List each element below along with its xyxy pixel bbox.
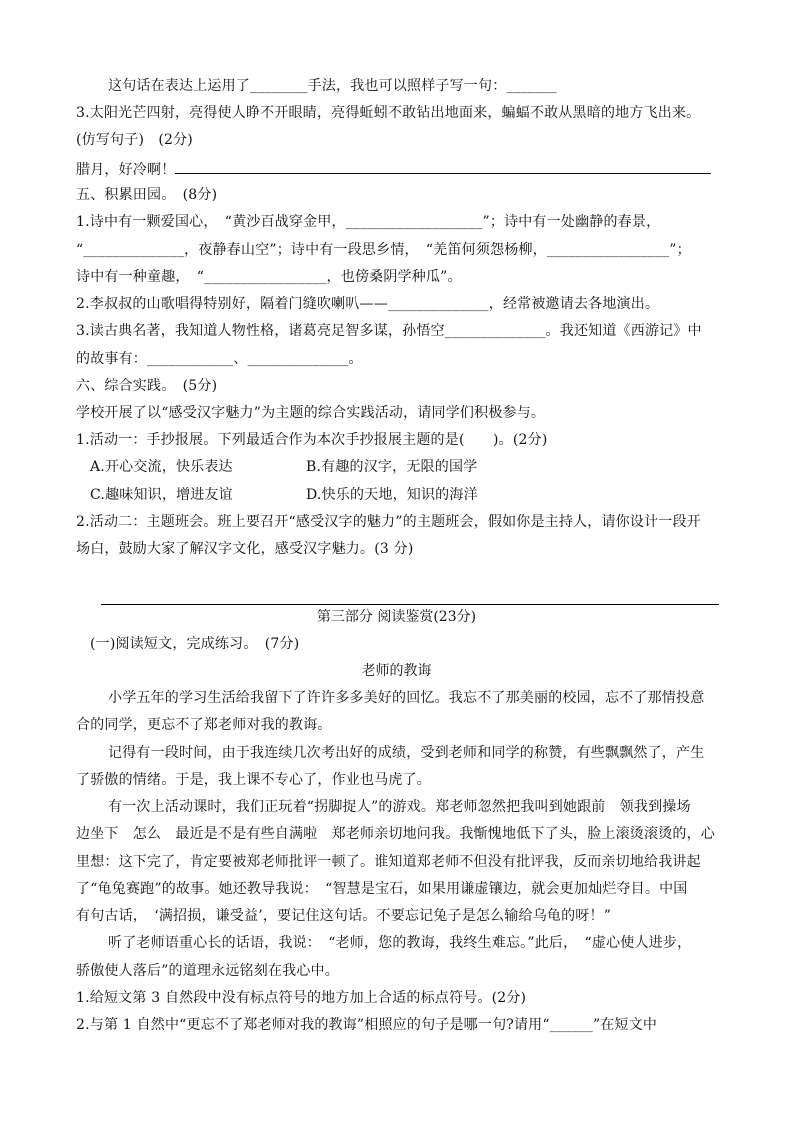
reading-question-2: 2.与第 1 自然中“更忘不了郑老师对我的教诲”相照应的句子是哪一句?请用“______”在短文中 xyxy=(76,1017,658,1033)
option-b[interactable]: B.有趣的汉字，无限的国学 xyxy=(306,459,478,475)
text-line: 学校开展了以“感受汉字魅力”为主题的综合实践活动，请同学们积极参与。 xyxy=(76,405,546,421)
option-a[interactable]: A.开心交流，快乐表达 xyxy=(90,459,233,475)
text-line: 这句话在表达上运用了________手法，我也可以照样子写一句：_______ xyxy=(108,78,557,94)
passage-line: 了骄傲的情绪。于是，我上课不专心了，作业也马虎了。 xyxy=(76,772,431,788)
passage-line: 合的同学，更忘不了郑老师对我的教诲。 xyxy=(76,717,332,733)
passage-line: 了“龟兔赛跑”的故事。她还教导我说： “智慧是宝石，如果用谦虚镶边，就会更加灿烂夺目。中国 xyxy=(76,881,688,897)
text-line: “______________，夜静春山空”；诗中有一段思乡情， “羌笛何须怨杨柳，_________________”； xyxy=(76,242,691,258)
passage-line: 有一次上活动课时，我们正玩着“拐脚捉人”的游戏。郑老师忽然把我叫到她跟前 领我到操场 xyxy=(108,799,691,815)
prompt-text: 腊月，好冷啊！ xyxy=(76,162,176,178)
option-d[interactable]: D.快乐的天地，知识的海洋 xyxy=(306,487,478,503)
text-line: 的故事有：____________、______________。 xyxy=(76,351,363,367)
answer-blank[interactable] xyxy=(175,158,711,174)
text-line: 2.李叔叔的山歌唱得特别好，隔着门缝吹喇叭——______________，经常被邀请去各地演出。 xyxy=(76,296,660,312)
passage-line: 小学五年的学习生活给我留下了许许多多美好的回忆。我忘不了那美丽的校园，忘不了那情投意 xyxy=(108,690,705,706)
section-heading-5: 五、积累田园。 (8分) xyxy=(76,187,218,203)
passage-line: 边坐下 怎么 最近是不是有些自满啦 郑老师亲切地问我。我惭愧地低下了头，脸上滚烫滚烫的，心 xyxy=(76,826,715,842)
passage-line: 骄傲使人落后”的道理永远铭刻在我心中。 xyxy=(76,963,339,979)
reading-instruction: (一)阅读短文，完成练习。 (7分) xyxy=(90,636,300,652)
answer-line-row xyxy=(76,158,726,180)
text-line: (仿写句子) (2分) xyxy=(76,132,193,148)
passage-line: 听了老师语重心长的话语，我说： “老师，您的教诲，我终生难忘。”此后， “虚心使人进步， xyxy=(108,935,692,951)
text-line: 1.诗中有一颗爱国心， “黄沙百战穿金甲，___________________”；诗中有一处幽静的春景， xyxy=(76,214,661,230)
reading-question-1: 1.给短文第 3 自然段中没有标点符号的地方加上合适的标点符号。(2分) xyxy=(76,990,527,1006)
option-c[interactable]: C.趣味知识，增进友谊 xyxy=(90,487,233,503)
section-divider xyxy=(101,604,719,605)
passage-line: 记得有一段时间，由于我连续几次考出好的成绩，受到老师和同学的称赞，有些飘飘然了，产生 xyxy=(108,745,705,761)
passage-title: 老师的教诲 xyxy=(361,663,432,679)
text-line: 1.活动一：手抄报展。下列最适合作为本次手抄报展主题的是( )。(2分) xyxy=(76,432,548,448)
text-line: 诗中有一种童趣， “_________________，也傍桑阴学种瓜”。 xyxy=(76,269,462,285)
passage-line: 里想：这下完了，肯定要被郑老师批评一顿了。谁知道郑老师不但没有批评我，反而亲切地给我讲起 xyxy=(76,854,701,870)
question-3: 3.太阳光芒四射，亮得使人睁不开眼睛，亮得蚯蚓不敢钻出地面来，蝙蝠不敢从黑暗的地方飞出来。 xyxy=(76,105,701,121)
text-line: 2.活动二：主题班会。班上要召开“感受汉字的魅力”的主题班会，假如你是主持人，请你设计一段开 xyxy=(76,514,701,530)
part-three-heading: 第三部分 阅读鉴赏(23分) xyxy=(316,609,477,625)
text-line: 3.读古典名著，我知道人物性格，诸葛亮足智多谋，孙悟空______________。我还知道《西游记》中 xyxy=(76,323,702,339)
passage-line: 有句古话， ‘满招损，谦受益’，要记住这句话。不要忘记兔子是怎么输给乌龟的呀！” xyxy=(76,908,612,924)
text-line: 场白，鼓励大家了解汉字文化，感受汉字魅力。(3 分) xyxy=(76,541,414,557)
section-heading-6: 六、综合实践。 (5分) xyxy=(76,378,218,394)
